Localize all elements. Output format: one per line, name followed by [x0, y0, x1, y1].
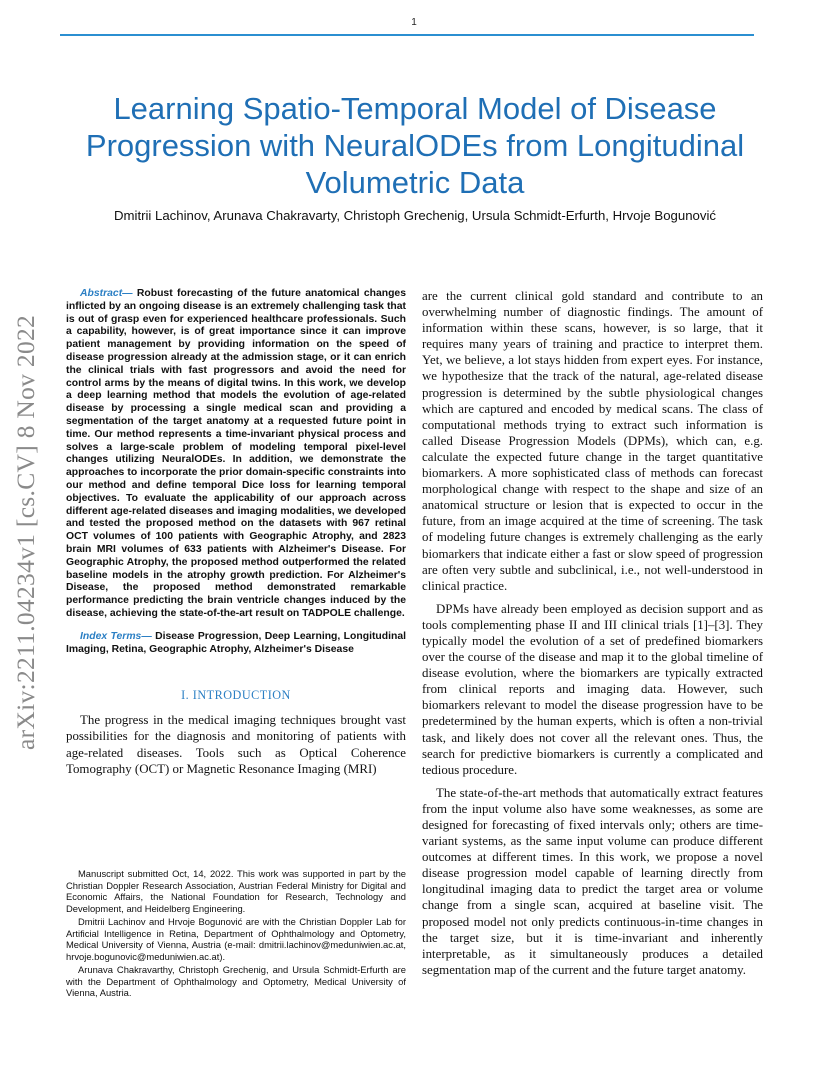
- body-paragraph: are the current clinical gold standard and contribute to an overwhelming number of diagnostic findings. The amount of information within these scans, however, is so large, that it requires many years of training and practice to interpret them. Yet, we believe, a lot stays hidden from expert eyes. For instance, we hypothesize that the track of the natural, age-related disease progression is determined by the subtle physiological changes which are captured and encoded by medical scans. The class of computational methods trying to extract such information is called Disease Progression Models (DPMs), which can, e.g. calculate the expected future change in the target quantitative biomarkers. A more sophisticated class of methods can forecast morphological change with respect to the shape and size of an anatomical structure or lesion that is expected to occur in the future, from an image acquired at the time of screening. The task of modeling future changes is extremely challenging as the early biomarkers that indicate either a fast or slow speed of progression are often very subtle and subclinical, i.e., not well-understood in clinical practice.: [422, 289, 763, 593]
- right-column: [422, 288, 763, 978]
- footnote-affiliation-1: Dmitrii Lachinov and Hrvoje Bogunović are with the Christian Doppler Lab for Artificial Intelligence in Retina, Department of Ophthalmology and Optometry, Medical University of Vienna, Austria (e-mail: dmitrii.lachinov@meduniwien.ac.at, hrvoje.bogunovic@meduniwien.ac.at).: [66, 916, 406, 962]
- footnote-manuscript: Manuscript submitted Oct, 14, 2022. This work was supported in part by the Christian Doppler Research Association, Austrian Federal Ministry for Digital and Economic Affairs, the National Foundation for Research, Technology and Development, and Heidelberg Engineering.: [66, 868, 406, 914]
- body-paragraph: DPMs have already been employed as decision support and as tools complementing phase II and III clinical trials [1]–[3]. They typically model the evolution of a set of predefined biomarkers over the course of the disease and map it to the global timeline of disease evolution, where the biomarkers are typically extracted from clinical reports and imaging data. However, such biomarkers relevant to model the disease progression have to be predetermined by the human experts, which is often a non-trivial task, and likely does not cover all the relevant ones. Thus, the search for predictive biomarkers is currently a complicated and tedious procedure.: [422, 601, 763, 777]
- index-terms: [66, 631, 406, 657]
- arxiv-identifier: arXiv:2211.04234v1 [cs.CV] 8 Nov 2022: [11, 314, 40, 750]
- section-heading-introduction: I. INTRODUCTION: [181, 688, 291, 703]
- index-terms-label: Index Terms—: [80, 630, 152, 642]
- abstract: [66, 288, 406, 621]
- author-list: Dmitrii Lachinov, Arunava Chakravarty, Christoph Grechenig, Ursula Schmidt-Erfurth, Hrvoje Bogunović: [114, 208, 716, 223]
- index-terms-text: Disease Progression, Deep Learning, Longitudinal Imaging, Retina, Geographic Atrophy, Alzheimer's Disease: [66, 630, 407, 655]
- left-column: [66, 288, 406, 777]
- header-rule: [60, 34, 754, 36]
- abstract-label: Abstract—: [80, 288, 133, 299]
- paper-title: Learning Spatio-Temporal Model of Disease Progression with NeuralODEs from Longitudinal Volumetric Data: [85, 91, 745, 200]
- footnotes: [66, 868, 406, 1001]
- footnote-affiliation-2: Arunava Chakravarthy, Christoph Grechenig, and Ursula Schmidt-Erfurth are with the Department of Ophthalmology and Optometry, Medical University of Vienna, Austria.: [66, 964, 406, 998]
- intro-paragraph: The progress in the medical imaging techniques brought vast possibilities for the diagnosis and monitoring of patients with age-related diseases. Tools such as Optical Coherence Tomography (OCT) or Magnetic Resonance Imaging (MRI): [66, 713, 406, 776]
- page-number: 1: [411, 17, 417, 28]
- body-paragraph: The state-of-the-art methods that automatically extract features from the input volume also have some weaknesses, as some are designed for forecasting of fixed intervals only; others are time-variant systems, as the same input volume can produce different outcomes at different times. In this work, we propose a novel disease progression model capable of learning directly from longitudinal imaging data to predict the target area or volume change from a single scan, acquired at baseline visit. The proposed model not only predicts continuous-in-time changes in the target size, but it is time-invariant and inherently interpretable, as it simultaneously produces a detailed segmentation map of the current and the future target anatomy.: [422, 785, 763, 977]
- abstract-text: Robust forecasting of the future anatomical changes inflicted by an ongoing disease is an extremely challenging task that is out of grasp even for experienced healthcare professionals. Such a capability, however, is of great importance since it can improve patient management by providing information on the speed of disease progression already at the admission stage, or it can enrich the clinical trials with fast progressors and avoid the need for control arms by the means of digital twins. In this work, we develop a deep learning method that models the evolution of age-related disease by processing a single medical scan and providing a segmentation of the target anatomy at a requested future point in time. Our method represents a time-invariant physical process and solves a large-scale problem of modeling temporal pixel-level changes utilizing NeuralODEs. In addition, we demonstrate the approaches to incorporate the prior domain-specific constraints into our method and define temporal Dice loss for learning temporal objectives. To evaluate the applicability of our approach across different age-related diseases and imaging modalities, we developed and tested the proposed method on the datasets with 967 retinal OCT volumes of 100 patients with Geographic Atrophy, and 2823 brain MRI volumes of 633 patients with Alzheimer's Disease. For Geographic Atrophy, the proposed method outperformed the related baseline models in the atrophy growth prediction. For Alzheimer's Disease, the proposed method demonstrated remarkable performance predicting the brain ventricle changes induced by the disease, achieving the state-of-the-art result on TADPOLE challenge.: [66, 288, 406, 619]
